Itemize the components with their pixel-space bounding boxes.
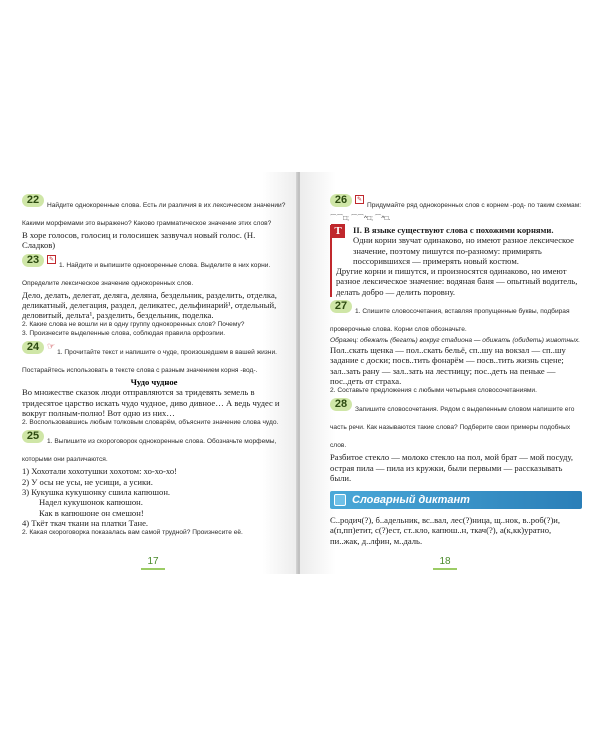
exercise-27 [330,300,582,395]
tongue-twister-line: 3) Кукушка кукушонку сшила капюшон. [22,486,171,497]
tongue-twister-line: 1) Хохотали хохотушки хохотом: хо-хо-хо! [22,466,178,477]
exercise-number: 26 [330,194,352,207]
dictation-banner [330,491,582,509]
exercise-task: 1. Выпишите из скороговорок однокоренные слова. Обозначьте морфемы, которыми они различаются. [22,438,277,464]
exercise-subtask: 2. Воспользовавшись любым толковым словарём, объясните значение слова чудо. [22,419,279,427]
dictation-text: С..родич(?), б..адельник, вс..вал, лес(?)ница, щ..нок, в..роб(?)и, а(п,пп)етит, с(?)ест, ст..кло, капюш..н, ткач(?), а(к,кк)уратно, пи..жак, д..лфин, м..даль. [330,515,561,546]
exercise-number: 24 [22,341,44,354]
theory-rule-box [330,225,582,297]
exercise-number: 28 [330,398,352,411]
rule-paragraph: Одни корни звучат одинаково, но имеют разное лексическое значение, поэтому пишутся по-разному: примирять поссорившихся — примерять новый костюм. [353,235,574,266]
exercise-task: Запишите словосочетания. Рядом с выделенным словом напишите его часть речи. Как называются такие слова? Подберите свои примеры подобных слов. [330,406,575,450]
exercise-text: Во множестве сказок люди отправляются за тридевять земель в тридесятое царство искать чудо чудное, диво дивное… А ведь чудес и вокруг полным-полно! Вот одно из них… [22,387,280,419]
rule-paragraph: Другие корни и пишутся, и произносятся одинаково, но имеют разное лексическое значение: водяная баня — опытный водитель, делать добро — делить поровну. [336,266,578,297]
exercise-23 [22,254,286,339]
text-title: Чудо чудное [130,377,178,388]
exercise-number: 22 [22,194,44,207]
exercise-26 [330,194,582,222]
tongue-twister-line: 2) У осы не усы, не усищи, а усики. [22,476,153,487]
page-number: 18 [430,556,460,570]
exercise-subtask: 2. Составьте предложения с любыми четырьмя словосочетаниями. [330,387,537,395]
left-page [0,172,298,574]
exercise-task: 1. Спишите словосочетания, вставляя пропущенные буквы, подбирая проверочные слова. Корни слов обозначьте. [330,308,570,334]
morpheme-schemes: ⌒⌒□; ⌒⌒^□; ⌒^□. [330,215,391,222]
tongue-twister-line: Как в капюшоне он смешон! [39,507,144,518]
exercise-task: Придумайте ряд однокоренных слов с корнем -род- по таким схемам: [367,202,582,209]
exercise-sample: Образец: обежать (бегать) вокруг стадиона — обижать (обидеть) животных. [330,337,581,345]
exercise-text-main: В хоре голосов, голосиц и голосишек зазвучал новый голос. [22,230,242,240]
dictation-title: Словарный диктант [352,494,470,507]
rule-heading-text: II. В языке существуют слова с похожими корнями. [353,225,554,235]
exercise-28 [330,398,582,483]
exercise-24 [22,341,286,427]
exercise-text: Пол..скать щенка — пол..скать бельё, сп..шу на вокзал — сп..шу задание с доски; посв..тить фонарём — посв..тить жизнь сцене; зал..зать рану — зал..зать на лестницу; пос..деть на пеньке — пос..деть от страха. [330,345,566,386]
exercise-text: Разбитое стекло — молоко стекло на пол, мой брат — мой посуду, острая пила — пила из кружки, были первыми — рассказывать были. [330,452,574,483]
exercise-subtask: 2. Какие слова не вошли ни в одну группу однокоренных слов? Почему? [22,321,245,329]
exercise-task: 1. Найдите и выпишите однокоренные слова. Выделите в них корни. Определите лексическое значение однокоренных слов. [22,261,271,287]
tongue-twister-line: Надел кукушонок капюшон. [39,497,143,508]
text-source: (Н. Сладков) [22,230,256,251]
writing-task-icon: ✎ [48,256,55,263]
exercise-text [22,230,286,251]
exercise-25 [22,430,286,537]
page-number: 17 [138,556,168,570]
exercise-22 [22,194,286,251]
exercise-number: 27 [330,300,352,313]
theory-badge: Т [331,224,345,238]
textbook-spread [0,172,600,574]
writing-task-icon: ✎ [356,197,363,203]
exercise-subtask: 3. Произнесите выделенные слова, соблюдая правила орфоэпии. [22,330,226,338]
exercise-number: 25 [22,430,44,443]
exercise-number: 23 [22,254,44,267]
exercise-task: Найдите однокоренные слова. Есть ли различия в их лексическом значении? Какими морфемами это выражено? Каково грамматическое значение этих слов? [22,202,286,227]
exercise-subtask: 2. Какая скороговорка показалась вам самой трудной? Произнесите её. [22,529,243,537]
exercise-text: Дело, делать, делегат, деляга, деляна, бездельник, разделить, отделка, деликатный, делегация, раздел, деликатес, дельфинарий¹, отдельный, деловитый, дельта¹, разделить, бездельник, поделка. [22,289,277,321]
exercise-task: 1. Прочитайте текст и напишите о чуде, произошедшем в вашей жизни. Постарайтесь использовать в тексте слова с разным значением корня -вод-. [22,349,277,375]
right-page [300,172,600,574]
tongue-twister-line: 4) Ткёт ткач ткани на платки Тане. [22,517,149,528]
pointing-hand-icon: ☞ [47,341,56,352]
rule-heading [336,225,582,235]
